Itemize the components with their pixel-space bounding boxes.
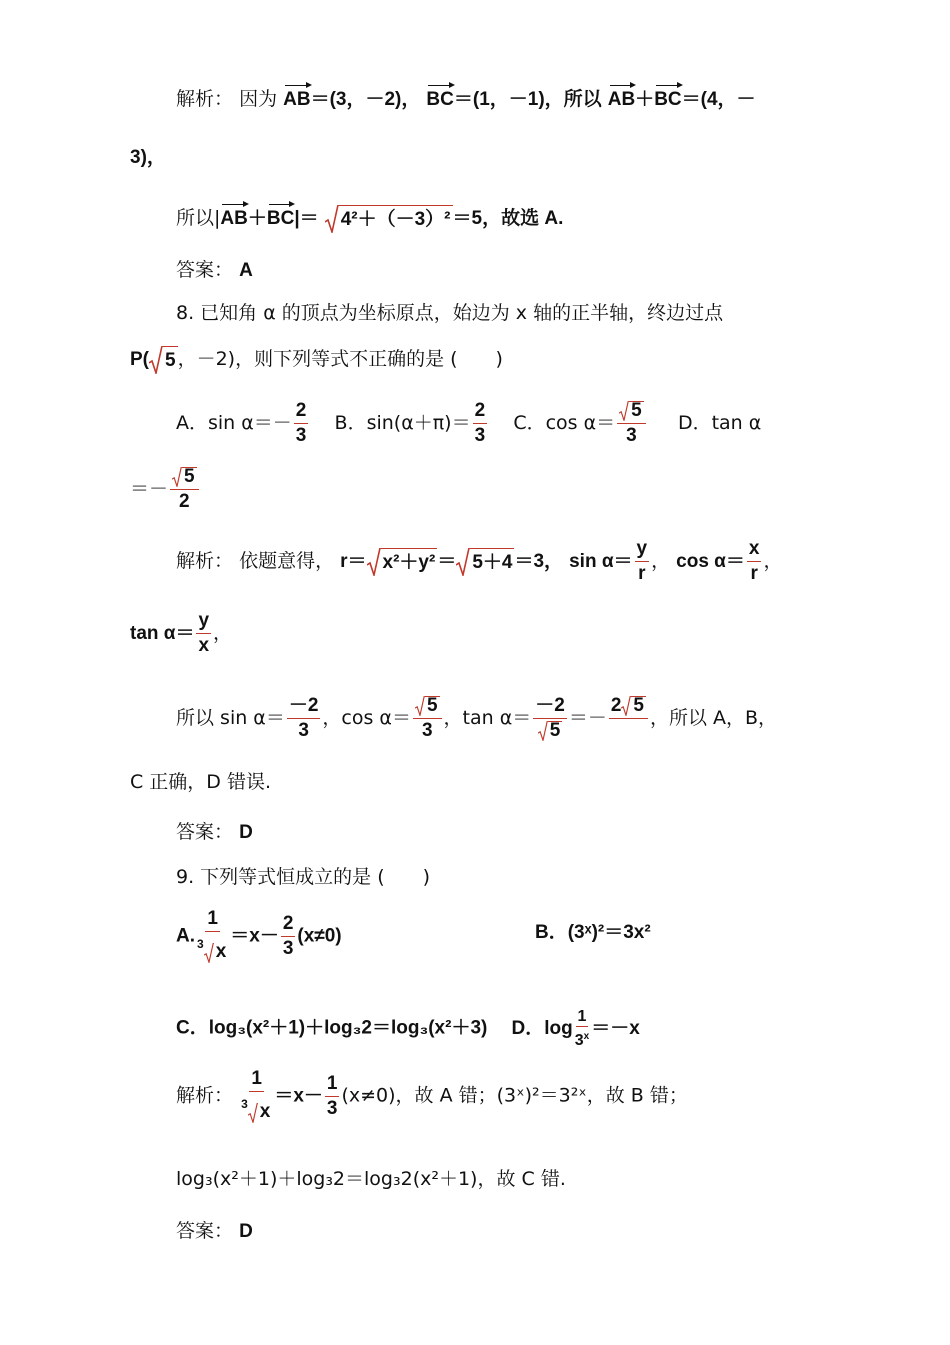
- sqrt: [248, 1100, 273, 1123]
- q7-analysis-lead: 因为: [239, 88, 278, 110]
- fraction: [241, 1068, 272, 1124]
- sqrt: [367, 548, 438, 576]
- q7-answer-line: [176, 255, 253, 286]
- radical-sign-icon: [415, 696, 425, 716]
- q9-stem: 9. 下列等式恒成立的是 ( ): [176, 866, 431, 888]
- q8-analysis-line1: 解析： 依题意得， r＝ x²＋y² ＝ 5＋4 ＝3， sin α＝ $\frac{y}{r}$ ， cos α＝ $\frac{x}{r}$ ，: [176, 538, 783, 584]
- answer-label: 答案：: [176, 259, 234, 281]
- fraction: [617, 400, 646, 447]
- vector-bc: BC: [426, 85, 453, 115]
- q8-cos-def: cos α＝: [676, 551, 745, 572]
- q8-stem-line1: 8. 已知角 α 的顶点为坐标原点，始边为 x 轴的正半轴，终边过点: [176, 302, 724, 324]
- q9-answer-line: [176, 1216, 253, 1247]
- numerator: －2: [287, 695, 321, 719]
- fraction: [294, 400, 309, 447]
- q8-r-def: r＝: [340, 551, 367, 572]
- sqrt-content: x: [259, 1100, 271, 1122]
- fraction: [197, 908, 228, 964]
- numerator: x: [747, 538, 762, 562]
- analysis-label: 解析：: [176, 550, 234, 572]
- q7-ab-value: ＝(3，－2)，: [310, 89, 421, 110]
- denominator: 3: [298, 720, 309, 741]
- fraction: [325, 1073, 340, 1120]
- analysis-label: 解析：: [176, 1084, 234, 1107]
- denominator: 3: [295, 425, 307, 446]
- q8-conclusion: C 正确，D 错误.: [130, 771, 272, 793]
- answer-label: 答案：: [176, 821, 234, 843]
- sqrt-content: 5: [549, 719, 561, 741]
- radical-sign-icon: [619, 401, 629, 421]
- q9-answer: D: [239, 1221, 253, 1242]
- denominator: r: [750, 563, 758, 584]
- fraction: [533, 695, 567, 742]
- q8-analysis-text: 依题意得，: [239, 550, 335, 572]
- vector-ab: AB: [220, 204, 247, 234]
- vector-ab: AB: [608, 85, 635, 115]
- q9-option-d-tail: ＝－x: [591, 1017, 640, 1039]
- analysis-label: 解析：: [176, 88, 234, 110]
- q9-option-a-mid: ＝x－: [230, 925, 279, 947]
- radical-sign-icon: [456, 548, 470, 576]
- radical-sign-icon: [538, 721, 548, 741]
- q9-analysis-line1: [176, 1068, 688, 1124]
- q7-magnitude-line: 所以|AB＋BC|＝ 4²＋（－3）² ＝5，故选 A.: [176, 203, 563, 234]
- q8-option-c-text: C．cos α＝: [513, 412, 616, 434]
- numerator: 1: [577, 1008, 587, 1025]
- q7-bc-value: ＝(1，－1)，所以: [453, 89, 602, 110]
- q8-option-a-text: A．sin α＝－: [176, 412, 292, 434]
- q8-point-sqrt: [149, 346, 178, 374]
- q7-magnitude-lead: 所以|: [176, 207, 221, 229]
- sqrt-content: x²＋y²: [381, 548, 438, 576]
- numerator: 2: [294, 400, 309, 424]
- q8-stem-suffix: ，－2)，则下列等式不正确的是 ( ): [177, 348, 503, 370]
- numerator: 1: [325, 1073, 340, 1097]
- sqrt: [415, 696, 440, 716]
- sqrt: [204, 940, 229, 963]
- radical-sign-icon: [248, 1103, 258, 1123]
- root-index: 3: [241, 1097, 248, 1111]
- q8-tan-def: tan α＝: [130, 623, 195, 644]
- exponent: x: [583, 1031, 590, 1042]
- q8-eq-neg: ＝－: [568, 707, 607, 729]
- q8-point-sqrt-content: 5: [163, 346, 178, 374]
- q7-sqrt: [325, 205, 453, 233]
- q9-option-a-prefix: A.: [176, 925, 195, 947]
- q7-magnitude-tail: |＝: [294, 208, 319, 229]
- q9-option-c: C．log₃(x²＋1)＋log₃2＝log₃(x²＋3): [176, 1017, 488, 1039]
- q8-option-a: [176, 400, 310, 446]
- fraction: [575, 1008, 589, 1049]
- q8-so-tail: ，所以 A，B，: [649, 707, 778, 729]
- q8-option-d-cont-text: ＝－: [130, 478, 169, 500]
- sqrt-content: 5: [633, 694, 644, 716]
- q7-analysis-line1: 解析： 因为 AB＝(3，－2)， BC＝(1，－1)，所以 AB＋BC＝(4，－: [176, 84, 756, 115]
- fraction: [170, 466, 199, 513]
- q8-option-d: D．tan α: [677, 412, 762, 434]
- radical-sign-icon: [204, 943, 214, 963]
- numerator: 2: [473, 400, 488, 424]
- q8-answer-line: [176, 817, 253, 848]
- q8-option-c: [513, 399, 647, 446]
- denominator: 3: [326, 1097, 338, 1119]
- radical-sign-icon: [149, 346, 163, 374]
- sqrt-content: 5＋4: [470, 548, 514, 576]
- root-index: 3: [197, 937, 204, 951]
- q9-analysis-tail: (x≠0)，故 A 错；(3ˣ)²＝3²ˣ，故 B 错；: [341, 1084, 688, 1107]
- sqrt: [172, 467, 197, 487]
- q8-point-prefix: P(: [130, 349, 149, 370]
- fraction: [635, 538, 650, 585]
- q8-options-line: [176, 400, 761, 447]
- q8-sin-def: sin α＝: [569, 551, 633, 572]
- q8-analysis-line3: [176, 695, 777, 742]
- q7-result: ＝5，故选 A.: [452, 208, 564, 229]
- denominator: 3: [282, 937, 294, 959]
- q8-option-b-text: B．sin(α＋π)＝: [334, 412, 471, 434]
- q7-sum-value-cont: 3)，: [130, 147, 166, 168]
- vector-bc: BC: [267, 204, 294, 234]
- q8-answer: D: [239, 822, 253, 843]
- denominator: 3: [421, 720, 433, 741]
- q9-option-b: B．(3ˣ)²＝3x²: [535, 922, 651, 943]
- sqrt: [538, 721, 563, 741]
- sqrt: [621, 696, 646, 716]
- denominator: r: [638, 563, 646, 584]
- q8-tan-mid: ，tan α＝: [443, 707, 532, 729]
- fraction: [281, 913, 296, 960]
- q7-sqrt-content: 4²＋（－3）²: [339, 205, 453, 233]
- q9-option-a: [176, 908, 342, 964]
- numerator: y: [196, 610, 211, 634]
- denominator: 3: [474, 425, 486, 446]
- q9-option-a-tail: (x≠0): [297, 925, 342, 947]
- q8-option-b: [334, 400, 490, 446]
- radical-sign-icon: [172, 467, 182, 487]
- q7-answer: A: [239, 260, 253, 281]
- denominator: 3: [626, 425, 637, 446]
- numerator: －2: [533, 695, 567, 719]
- coefficient: 2: [610, 695, 622, 716]
- answer-label: 答案：: [176, 1220, 234, 1242]
- q9-option-d: [511, 1008, 640, 1049]
- numerator: 1: [205, 908, 220, 932]
- radical-sign-icon: [367, 548, 381, 576]
- radical-sign-icon: [325, 205, 339, 233]
- sqrt-content: 5: [184, 465, 195, 487]
- denominator: 3: [574, 1032, 584, 1049]
- q9-analysis-line2: log₃(x²＋1)＋log₃2＝log₃2(x²＋1)，故 C 错.: [176, 1168, 566, 1190]
- sqrt: [619, 401, 644, 421]
- numerator: 2: [281, 913, 296, 937]
- denominator: 2: [179, 491, 190, 512]
- fraction: [747, 538, 762, 585]
- fraction: [609, 695, 648, 742]
- q8-so-line: 所以 sin α＝: [176, 707, 285, 729]
- sqrt-content: 5: [426, 694, 438, 716]
- q7-sum-value: ＝(4，－: [681, 89, 756, 110]
- numerator: 1: [249, 1068, 264, 1092]
- denominator: x: [198, 635, 210, 656]
- q8-analysis-line2: tan α＝ $\frac{y}{x}$ ，: [130, 610, 233, 656]
- vector-bc: BC: [654, 85, 681, 115]
- q9-option-d-prefix: D．log: [511, 1017, 573, 1039]
- sqrt-content: x: [215, 940, 227, 962]
- fraction: [473, 400, 488, 447]
- numerator: y: [635, 538, 650, 562]
- q9-options-cd: [176, 1008, 640, 1049]
- fraction: [413, 695, 442, 742]
- q8-option-d-cont: [130, 466, 201, 513]
- q8-r-result: ＝3，: [514, 551, 564, 572]
- q8-stem-line2: [130, 344, 503, 375]
- sqrt-content: 5: [631, 399, 642, 421]
- vector-ab: AB: [283, 85, 310, 115]
- fraction: [287, 695, 321, 742]
- fraction: [196, 610, 211, 657]
- radical-sign-icon: [621, 696, 631, 716]
- sqrt: [456, 548, 514, 576]
- q8-cos-mid: ，cos α＝: [322, 707, 411, 729]
- q9-analysis-mid: ＝x－: [274, 1085, 323, 1107]
